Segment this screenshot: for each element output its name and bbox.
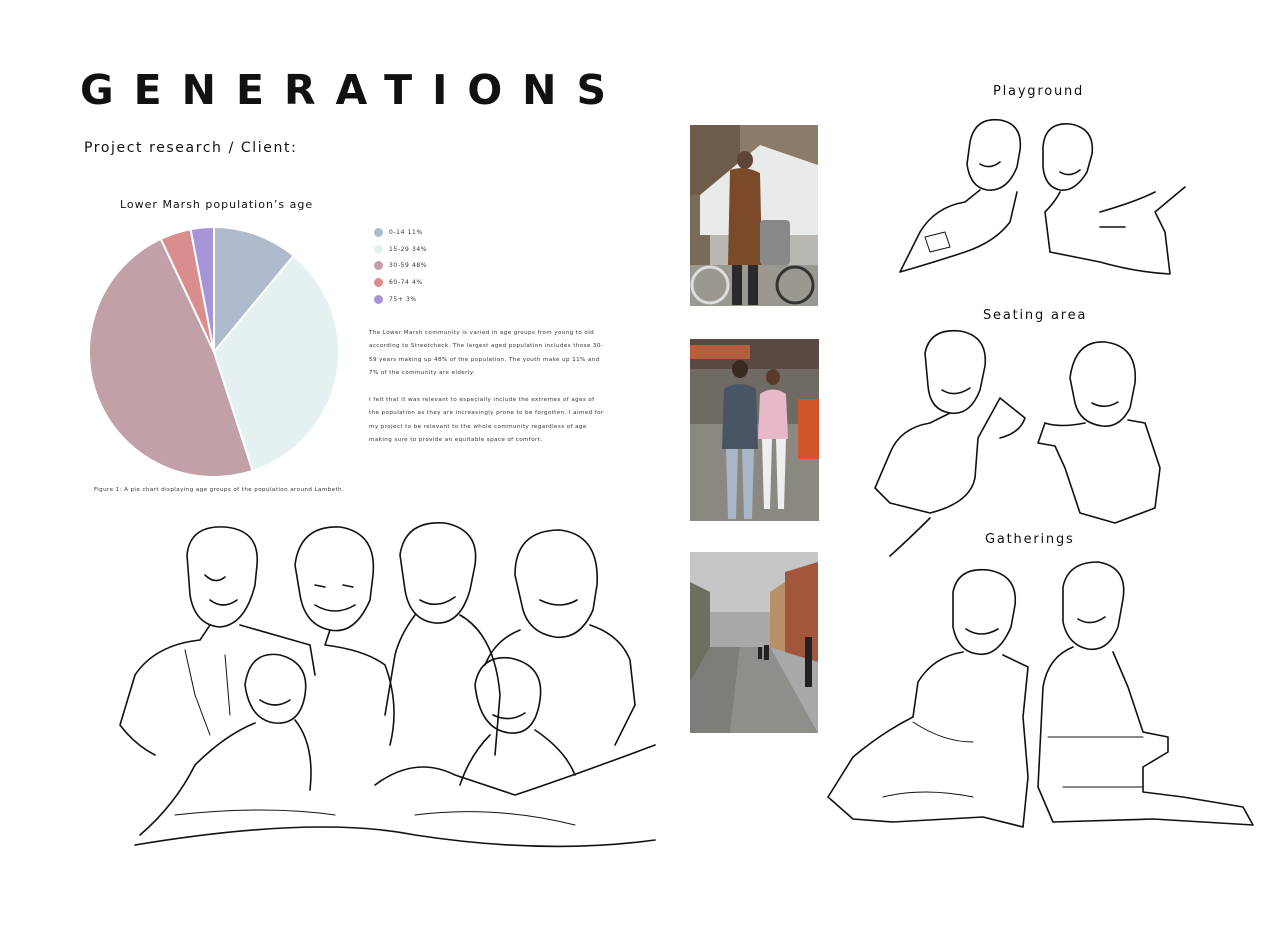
legend-swatch	[374, 278, 383, 287]
gatherings-line-drawing	[823, 557, 1258, 832]
legend-item	[374, 224, 427, 241]
legend-label: 60-74 4%	[389, 279, 423, 287]
page-title: GENERATIONS	[80, 66, 627, 114]
legend-item	[374, 258, 427, 275]
legend-swatch	[374, 245, 383, 254]
legend-item	[374, 241, 427, 258]
legend-swatch	[374, 295, 383, 304]
playground-heading: Playground	[993, 84, 1085, 99]
high-street-photo	[690, 552, 818, 733]
legend-swatch	[374, 261, 383, 270]
chart-legend	[374, 224, 427, 308]
age-pie-chart	[80, 220, 350, 482]
legend-label: 30-59 48%	[389, 262, 428, 270]
legend-item	[374, 274, 427, 291]
page-subtitle: Project research / Client:	[84, 140, 298, 156]
legend-swatch	[374, 228, 383, 237]
research-paragraph-1: The Lower Marsh community is varied in age groups from young to old according to Streetcheck. The largest aged population includes those 30-59 years making up 48% of the population. The youth make up 11% and 7% of the community are elderly.	[369, 330, 604, 376]
street-walkers-photo	[690, 339, 819, 521]
legend-item	[374, 291, 427, 308]
market-cyclist-photo	[690, 125, 818, 306]
seating-area-line-drawing	[870, 328, 1170, 558]
family-line-drawing	[115, 515, 665, 860]
chart-caption: Figure 1: A pie chart displaying age groups of the population around Lambeth.	[94, 487, 345, 493]
chart-title: Lower Marsh population’s age	[120, 198, 314, 211]
legend-label: 75+ 3%	[389, 296, 417, 304]
seating-area-heading: Seating area	[983, 308, 1088, 323]
legend-label: 0-14 11%	[389, 228, 423, 236]
gatherings-heading: Gatherings	[985, 532, 1075, 547]
playground-line-drawing	[895, 112, 1190, 282]
legend-label: 15-29 34%	[389, 245, 428, 253]
research-paragraph-2: I felt that it was relevant to especially include the extremes of ages of the population as they are increasingly prone to be forgotten. I aimed for my project to be relevant to the whole community regardless of age making sure to provide an equitable space of comfort.	[369, 397, 604, 443]
